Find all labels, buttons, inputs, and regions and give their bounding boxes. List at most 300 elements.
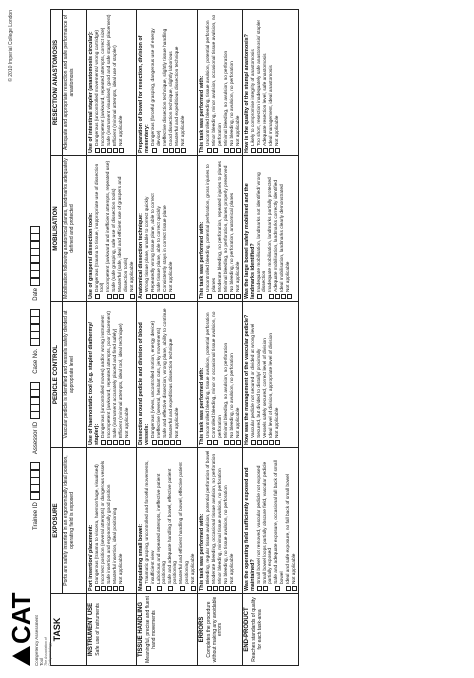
criteria-question: Preparation of bowel for resection, division of mesentery: [138, 35, 151, 153]
rating-option-label: Safe (instrument accurately placed and fired safely) [113, 328, 118, 438]
task-description: Reaches standards of quality for each task-area [251, 597, 263, 662]
rating-option-label: Not applicable [235, 261, 241, 292]
rating-option[interactable] [230, 450, 235, 591]
rating-option-label: Efficient (minimal attempts, ideal use of stapler) [113, 45, 118, 146]
cat-logo [6, 592, 52, 666]
rating-option-label: Not applicable [235, 115, 241, 146]
criteria-cell [87, 156, 137, 302]
rating-option[interactable] [113, 450, 118, 591]
checkbox[interactable] [107, 586, 112, 591]
criteria-question: This task was performed with: [199, 221, 206, 299]
rating-option-label: Vessels safely secured, correct level of division [263, 338, 269, 438]
criteria-question: How was the management of the vascular pedicle? [244, 314, 251, 445]
rating-option[interactable] [191, 450, 196, 591]
rating-option-label: Not applicable [275, 115, 281, 146]
rating-option[interactable] [175, 304, 180, 445]
checkbox[interactable] [113, 148, 118, 153]
rating-option-label: No bleeding, no avulsion, no perforation [229, 353, 235, 438]
checkbox[interactable] [231, 586, 236, 591]
rating-option-label: Dangerous (trauma to tissue, inappropriate use of dissection tool) [95, 163, 106, 292]
rating-option[interactable] [236, 158, 241, 299]
checkbox[interactable] [275, 440, 280, 445]
criteria-row [243, 10, 299, 666]
criteria-rows [87, 10, 299, 666]
rating-option[interactable] [175, 12, 180, 153]
rating-option-label: Masterful (safe, ideal and efficient use of graspers and dissection tools) [118, 176, 129, 292]
checkbox[interactable] [107, 148, 112, 153]
checkbox[interactable] [146, 294, 151, 299]
rating-option[interactable] [218, 158, 223, 299]
rating-option[interactable] [119, 304, 124, 445]
checkbox[interactable] [113, 440, 118, 445]
checkbox[interactable] [157, 586, 162, 591]
rating-option-label: Dangerous (uncontrolled moves) and/or wrong instrument [101, 315, 106, 438]
criteria-question: Dissection around pedicle and division of blood vessels: [138, 322, 151, 445]
rating-option-label: Small bowel loops partially obscure field, vascular pedicle partially exposed [263, 461, 274, 584]
criteria-cell [198, 448, 243, 594]
checkbox[interactable] [125, 440, 130, 445]
rating-option[interactable] [206, 304, 211, 445]
checkbox[interactable] [218, 294, 223, 299]
checkbox[interactable] [263, 440, 268, 445]
rating-option[interactable] [113, 12, 118, 153]
task-cell [87, 594, 137, 666]
rating-option[interactable] [212, 12, 223, 153]
rating-option-label: Not applicable [286, 261, 292, 292]
criteria-question: Use of graspers/ dissection tools: [88, 212, 94, 299]
rating-option-label: Secured, but divided to distally/ proximally [257, 348, 263, 438]
rating-option-label: Inadequate mobilisation, landmarks not identified/ wrong dissection [257, 172, 268, 292]
checkbox[interactable] [263, 148, 268, 153]
checkbox[interactable] [164, 294, 169, 299]
rating-option[interactable] [151, 158, 156, 299]
rating-option-label: Not applicable [291, 553, 297, 584]
task-description: Completes the procedure without making any avoidable errors [206, 596, 224, 663]
rating-option-label: Not applicable [119, 553, 124, 584]
rating-option-label: Moderate bleeding, no perforation, repeated injuries to planes [217, 161, 223, 292]
rating-option[interactable] [107, 450, 112, 591]
rating-option[interactable] [151, 304, 156, 445]
criteria-cell [243, 448, 299, 594]
checkbox[interactable] [207, 440, 212, 445]
rating-option-label: Masterful and efficient handling of bowel, effective patient positioning [179, 462, 190, 584]
checkbox[interactable] [119, 148, 124, 153]
rating-option-label: Ideal mobilisation, landmarks clearly demonstrated [280, 184, 286, 292]
checkbox[interactable] [213, 586, 218, 591]
checkbox[interactable] [181, 148, 186, 153]
rating-option[interactable] [230, 12, 235, 153]
mobilisation-description: Mobilisation following anatomical planes, landmarks adequately defined and protected [63, 156, 87, 302]
criteria-question: This task was performed with: [199, 75, 206, 153]
rating-option[interactable] [112, 158, 117, 299]
rating-option[interactable] [251, 12, 256, 153]
task-description: Meaningful, precise and fluent hand movements [145, 596, 157, 663]
rating-option-label: Not applicable [190, 553, 196, 584]
trainee-id-label: Trainee ID [33, 502, 39, 530]
rating-option[interactable] [95, 12, 100, 153]
rating-option-label: Adequate mobilisation, landmarks correctly identified [274, 180, 280, 292]
criteria-question: This task was performed with: [199, 513, 206, 591]
rating-option[interactable] [212, 304, 223, 445]
rating-option-label: Dangerous (forceful grasping, dangerous use of energy device) [151, 28, 162, 146]
checkbox[interactable] [251, 440, 256, 445]
rating-option[interactable] [236, 12, 241, 153]
rating-option-label: No bleeding, no avulsion, no perforation [229, 61, 235, 146]
criteria-cell [87, 448, 137, 594]
rating-option-label: No bleeding, no tissue avulsion, no perforation [224, 485, 230, 584]
checkbox[interactable] [146, 586, 151, 591]
checkbox[interactable] [225, 586, 230, 591]
checkbox[interactable] [163, 148, 168, 153]
resection-column-header: RESECTION/ ANASTOMOSIS [51, 10, 63, 156]
form-header [6, 10, 50, 666]
rating-option-label: Ineffective (several, hesitant cuts, jerky movements) [157, 327, 163, 438]
rating-option-label: Minimal bleeding, no avulsion, no perforation [223, 342, 229, 438]
task-cell [198, 594, 243, 666]
rating-option[interactable] [257, 12, 262, 153]
rating-option-label: Not applicable [129, 261, 135, 292]
criteria-question: Anatomical dissection technique: [138, 213, 145, 299]
checkbox[interactable] [236, 440, 241, 445]
checkbox[interactable] [286, 586, 291, 591]
checkbox[interactable] [158, 294, 163, 299]
checkbox[interactable] [107, 294, 112, 299]
task-cell [243, 594, 299, 666]
criteria-cell [137, 302, 198, 448]
checkbox[interactable] [175, 148, 180, 153]
rating-option-label: Not applicable [235, 407, 241, 438]
checkbox[interactable] [230, 440, 235, 445]
checkbox[interactable] [119, 294, 124, 299]
rating-option[interactable] [224, 12, 229, 153]
rating-option[interactable] [125, 304, 130, 445]
rating-option-label: Ideal management, ideal anastomosis [269, 65, 275, 146]
rating-option[interactable] [181, 12, 186, 153]
rating-option[interactable] [257, 304, 262, 445]
checkbox[interactable] [113, 586, 118, 591]
criteria-question: Use of intestinal stapler (anastomosis circular): [88, 31, 94, 153]
rating-option-label: Repeatedly wrong tissue plane, able to correct [151, 193, 157, 292]
rating-option[interactable] [113, 304, 118, 445]
rating-option-label: Consistently stays in correct tissue plane [163, 205, 169, 292]
criteria-cell [243, 302, 299, 448]
task-name: INSTRUMENT USE [88, 602, 94, 657]
checkbox[interactable] [176, 440, 181, 445]
rating-option-label: Incompetent (awkward and inefficient attempts, repeated use) [106, 160, 112, 292]
rating-option-label: Minor bleeding, minor avulsion, occasional tissue avulsion, no perforation [212, 14, 223, 146]
checkbox[interactable] [207, 294, 212, 299]
rating-option[interactable] [145, 450, 156, 591]
criteria-cell [87, 10, 137, 156]
task-name: END-PRODUCT [244, 607, 251, 652]
task-description: Safe use of instruments [95, 603, 101, 656]
checkbox[interactable] [170, 440, 175, 445]
checkbox[interactable] [191, 586, 196, 591]
rating-option[interactable] [163, 158, 168, 299]
rating-option-label: Safe and adequate exposure, occasional fall back of small bowel [274, 460, 285, 584]
logo-text: CAT [6, 592, 36, 644]
task-name: TISSUE HANDLING [138, 602, 145, 658]
checkbox[interactable] [275, 294, 280, 299]
rating-option-label: Incompetent (awkward, repeated attempts, correct size) [101, 27, 106, 146]
rating-option[interactable] [106, 158, 111, 299]
rating-option[interactable] [107, 304, 112, 445]
criteria-question: How is the quality of the stump/ anastomosis? [244, 34, 251, 153]
rating-option[interactable] [119, 12, 124, 153]
rating-option[interactable] [257, 158, 268, 299]
rating-option[interactable] [274, 450, 285, 591]
rating-option[interactable] [169, 12, 174, 153]
checkbox[interactable] [269, 294, 274, 299]
criteria-cell [198, 156, 243, 302]
rating-option[interactable] [151, 12, 162, 153]
criteria-cell [243, 10, 299, 156]
rating-option-label: Safe and adequate handling of bowel, effective patient positioning [168, 468, 179, 584]
rating-option[interactable] [118, 158, 129, 299]
rating-option[interactable] [269, 12, 274, 153]
assessor-id-label: Assessor ID [33, 421, 39, 455]
checkbox[interactable] [130, 294, 135, 299]
checkbox[interactable] [119, 586, 124, 591]
rating-option[interactable] [206, 12, 211, 153]
rating-option[interactable] [230, 158, 235, 299]
rating-option-label: Too short, resection inadequately safe anastomosis/ stapler [257, 19, 263, 146]
criteria-cell [87, 302, 137, 448]
rating-option-label: Masterful and expeditious dissection technique [174, 46, 180, 146]
mobilisation-column-header: MOBILISATION [51, 156, 63, 302]
task-name: ERRORS [199, 616, 206, 643]
rating-option[interactable] [275, 12, 280, 153]
rating-option-label: Likely to compromise integrity of anastomosis [251, 49, 257, 146]
rating-option[interactable] [101, 12, 106, 153]
rating-option-label: Uncontrolled bleeding, tissue avulsion, potential perforation [206, 20, 212, 146]
checkbox[interactable] [236, 294, 241, 299]
rating-option[interactable] [157, 304, 162, 445]
checkbox[interactable] [224, 294, 229, 299]
rating-option-label: Moderate bleeding, occasional tissue avulsion, no perforation [212, 453, 218, 584]
rating-option-label: Dangerous (views, uncontrolled motion, energy device) [151, 320, 157, 438]
criteria-cell [137, 10, 198, 156]
rating-option-label: Dangerous (uncontrolled movements/ wrong cartridge) [95, 30, 100, 146]
rating-option-label: Minimal bleeding, no perforation, planes properly preserved [223, 165, 229, 292]
case-no-field[interactable] [30, 309, 40, 346]
column-header-row [51, 10, 63, 666]
criteria-question: Manipulating small bowel: [138, 523, 145, 591]
rating-option[interactable] [257, 450, 262, 591]
rating-option-label: Not applicable [125, 407, 130, 438]
logo-subtitle: The Association of Coloproctology [44, 637, 52, 666]
pedicle-description: Vascular pedicle is identified and vessels safely divided at appropriate level [63, 302, 87, 448]
date-field[interactable] [30, 226, 40, 285]
rating-option-label: Safe (safe grasping, safe use of dissection tools) [112, 188, 118, 292]
checkbox[interactable] [230, 148, 235, 153]
criteria-question: This task was performed with: [199, 367, 206, 445]
rating-option-label: Uncontrolled bleeding, tissue avulsion, potential perforation [206, 312, 212, 438]
rating-option-label: Safe insertion and ergonomically good position [107, 484, 112, 584]
checkbox[interactable] [292, 586, 297, 591]
checkbox[interactable] [101, 586, 106, 591]
rating-option-label: Safe tissue plane, able to correct quickly [157, 206, 163, 292]
checkbox[interactable] [158, 440, 163, 445]
exposure-description: Ports are safely inserted in an ergonomically ideal position, operating field is exposed [63, 448, 87, 594]
criteria-question: Was the large bowel safely mobilised and the landmarks identified? [244, 183, 257, 299]
rating-option[interactable] [101, 304, 106, 445]
checkbox[interactable] [152, 440, 157, 445]
rating-option[interactable] [119, 450, 124, 591]
rating-option[interactable] [169, 304, 174, 445]
criteria-question: Was the operating field sufficiently exposed and maintained? [244, 467, 257, 591]
checkbox[interactable] [95, 294, 100, 299]
checkbox[interactable] [269, 148, 274, 153]
rating-option-label: Not applicable [230, 553, 236, 584]
checkbox[interactable] [101, 148, 106, 153]
criteria-cell [198, 302, 243, 448]
criteria-row [87, 10, 137, 666]
checkbox[interactable] [281, 294, 286, 299]
rating-option[interactable] [263, 450, 274, 591]
trainee-id-field[interactable] [30, 462, 40, 499]
rating-option[interactable] [163, 304, 168, 445]
checkbox[interactable] [287, 294, 292, 299]
rating-option[interactable] [145, 158, 150, 299]
rating-option-label: Inadequate mobilisation, landmarks partially protected [268, 177, 274, 292]
rating-option[interactable] [95, 450, 100, 591]
rating-option-label: Traumatic grasping, uncontrolled and forceful movements, insufficient view [145, 460, 156, 584]
rating-option-label: Good dissection technique, slightly laborious [168, 51, 174, 146]
checkbox[interactable] [170, 294, 175, 299]
rating-option-label: Adequate resection level, safe anastomosis [263, 53, 269, 146]
date-label: Date [33, 288, 39, 301]
rating-option[interactable] [224, 450, 229, 591]
task-cell [137, 594, 198, 666]
checkbox[interactable] [152, 148, 157, 153]
rating-option-label: Wrong tissue plane, unable to correct quickly [145, 196, 151, 292]
checkbox[interactable] [207, 148, 212, 153]
criteria-question: Use of haemostatic tool (e.g. stapler/ diathermy/ stapler): [88, 322, 100, 445]
rating-option[interactable] [251, 304, 256, 445]
checkbox[interactable] [101, 440, 106, 445]
rating-option[interactable] [263, 12, 268, 153]
rating-option[interactable] [212, 450, 217, 591]
rating-option[interactable] [107, 12, 112, 153]
checkbox[interactable] [219, 586, 224, 591]
rating-option[interactable] [275, 304, 280, 445]
logo-tagline: Competency Assessment Tool [34, 615, 44, 666]
rating-option-label: Ideal level of division, appropriate level of division [269, 332, 275, 438]
checkbox[interactable] [152, 294, 157, 299]
criteria-question: Port insertion/ placement: [88, 524, 94, 591]
criteria-cell [243, 156, 299, 302]
checkbox[interactable] [224, 148, 229, 153]
rating-option[interactable] [292, 450, 297, 591]
checkbox[interactable] [119, 440, 124, 445]
checkbox[interactable] [263, 586, 268, 591]
checkbox[interactable] [269, 440, 274, 445]
assessment-grid [50, 9, 299, 666]
rating-option[interactable] [130, 158, 135, 299]
criteria-row [198, 10, 243, 666]
checkbox[interactable] [275, 148, 280, 153]
rating-option[interactable] [163, 12, 168, 153]
rating-option[interactable] [206, 450, 211, 591]
checkbox[interactable] [107, 440, 112, 445]
rating-option[interactable] [95, 158, 106, 299]
rating-option-label: Minor bleeding, minimal tissue avulsion, no perforation [218, 468, 224, 584]
checkbox[interactable] [213, 148, 218, 153]
rating-option[interactable] [224, 158, 229, 299]
checkbox[interactable] [95, 586, 100, 591]
rating-option[interactable] [286, 158, 291, 299]
rating-option-label: Not applicable [169, 261, 175, 292]
rating-option-label: Not applicable [180, 115, 186, 146]
checkbox[interactable] [257, 440, 262, 445]
checkbox[interactable] [213, 440, 218, 445]
rating-option[interactable] [224, 304, 229, 445]
rating-option[interactable] [168, 450, 179, 591]
rating-option[interactable] [169, 158, 174, 299]
rating-option-label: Bleeding, regular tissue avulsion, potential perforation of bowel [206, 450, 212, 584]
criteria-cell [137, 448, 198, 594]
rating-option-label: Incompetent (awkward, repeated attempts, poor placement) [107, 311, 112, 438]
rating-option[interactable] [157, 450, 168, 591]
rating-option-label: No bleeding, no perforation, anatomical planes [229, 192, 235, 292]
id-fields-row [30, 226, 40, 538]
rating-option-label: Dangerous (trauma to viscera, haemorrhage, visualised) [95, 464, 100, 584]
exposure-column-header: EXPOSURE [51, 448, 63, 594]
checkbox[interactable] [168, 586, 173, 591]
rating-option-label: Controlled bleeding, minor or occasional tissue avulsion, no perforation [212, 311, 223, 438]
checkbox[interactable] [180, 586, 185, 591]
rating-option-label: Safe (instrument visualised, good and safe stapler placement) [107, 14, 112, 146]
rating-option-label: Laborious and repeated attempts, ineffective patient positioning [156, 473, 168, 584]
criteria-cell [198, 10, 243, 156]
criteria-cell [137, 156, 198, 302]
checkbox[interactable] [257, 148, 262, 153]
rating-option[interactable] [236, 304, 241, 445]
checkbox[interactable] [230, 294, 235, 299]
checkbox[interactable] [275, 586, 280, 591]
rating-option[interactable] [218, 450, 223, 591]
checkbox[interactable] [251, 148, 256, 153]
checkbox[interactable] [95, 148, 100, 153]
rating-option[interactable] [230, 304, 235, 445]
assessor-id-field[interactable] [30, 382, 40, 419]
rating-option[interactable] [157, 158, 162, 299]
resection-description: Adequate and appropriate resection and safe performance of anastomosis [63, 10, 87, 156]
checkbox[interactable] [236, 148, 241, 153]
checkbox[interactable] [257, 586, 262, 591]
checkbox[interactable] [113, 294, 118, 299]
rating-option[interactable] [206, 158, 217, 299]
pedicle-column-header: PEDICLE CONTROL [51, 302, 63, 448]
case-no-label: Case No. [33, 348, 39, 374]
rating-option[interactable] [179, 450, 190, 591]
rating-option-label: Ineffective dissection technique, slightly tissue handling [162, 28, 168, 146]
rating-option-label: Not applicable [275, 407, 281, 438]
rating-option[interactable] [269, 304, 274, 445]
checkbox[interactable] [164, 440, 169, 445]
checkbox[interactable] [207, 586, 212, 591]
rating-option[interactable] [101, 450, 106, 591]
checkbox[interactable] [224, 440, 229, 445]
logo-triangle-icon [12, 646, 30, 666]
rating-option[interactable] [263, 304, 268, 445]
copyright: © 2010 Imperial College London [8, 10, 14, 82]
rating-option[interactable] [286, 450, 291, 591]
rating-option-label: Incorrect position (several attempts) or dangerous vessels [101, 460, 106, 584]
checkbox[interactable] [257, 294, 262, 299]
checkbox[interactable] [169, 148, 174, 153]
